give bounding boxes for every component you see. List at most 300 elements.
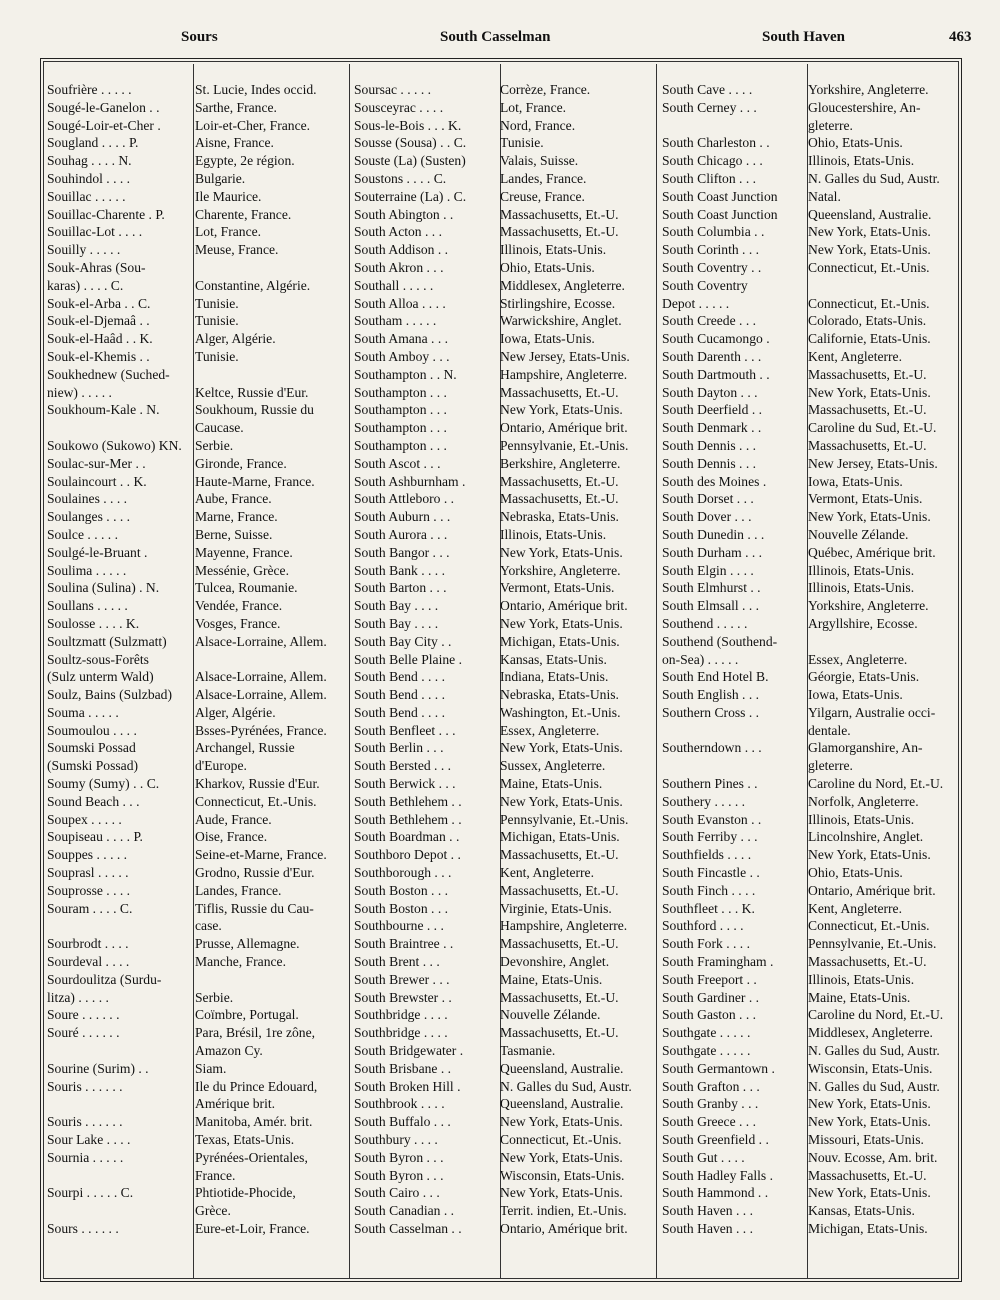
place-name: Soultz-sous-Forêts: [47, 651, 149, 667]
place-location: New Jersey, Etats-Unis.: [500, 348, 630, 364]
place-name: South Gaston . . .: [662, 1007, 757, 1023]
entry-row: [662, 330, 963, 348]
place-location: New York, Etats-Unis.: [500, 740, 623, 756]
entry-row: [47, 366, 345, 384]
place-name: Southam . . . . .: [354, 313, 437, 329]
entry-row: [354, 864, 655, 882]
entry-row: [47, 900, 345, 918]
place-name: Southerndown . . .: [662, 740, 762, 756]
entry-row: [354, 775, 655, 793]
entry-row: [662, 953, 963, 971]
entry-row: [662, 739, 963, 757]
place-location: Massachusetts, Et.-U.: [500, 847, 619, 863]
place-location: Connecticut, Et.-Unis.: [808, 295, 930, 311]
place-name: Southend (Southend-: [662, 633, 778, 649]
place-name: South Cave . . . .: [662, 82, 753, 97]
place-name: Souk-el-Haâd . . K.: [47, 331, 153, 347]
place-location: Maine, Etats-Unis.: [500, 971, 603, 987]
place-location: N. Galles du Sud, Austr.: [808, 170, 940, 186]
place-location: Middlesex, Angleterre.: [500, 277, 625, 293]
place-location: New York, Etats-Unis.: [500, 793, 623, 809]
entry-row: [662, 1060, 963, 1078]
entry-row: [662, 259, 963, 277]
place-location: Massachusetts, Et.-U.: [808, 1167, 927, 1183]
entry-row: [662, 704, 963, 722]
place-name: South Amboy . . .: [354, 348, 450, 364]
entry-row: [354, 277, 655, 295]
place-location: Massachusetts, Et.-U.: [808, 402, 927, 418]
place-location: Lot, France.: [195, 224, 262, 240]
place-location: Essex, Angleterre.: [500, 722, 600, 738]
entry-row: [47, 312, 345, 330]
place-name: South Freeport . .: [662, 971, 757, 987]
place-name: South Bethlehem . .: [354, 793, 462, 809]
place-name: South Boston . . .: [354, 882, 449, 898]
place-location: Corrèze, France.: [500, 82, 591, 97]
place-name: Soulz, Bains (Sulzbad): [47, 687, 172, 703]
place-location: Géorgie, Etats-Unis.: [808, 669, 920, 685]
place-name: South Ferriby . . .: [662, 829, 758, 845]
place-location: Massachusetts, Et.-U.: [500, 473, 619, 489]
entry-row: [662, 295, 963, 313]
place-name: South English . . .: [662, 687, 760, 703]
place-name: Soustons . . . . C.: [354, 170, 447, 186]
entry-row: [662, 99, 963, 117]
entry-row: [662, 989, 963, 1007]
place-location: Charente, France.: [195, 206, 292, 222]
place-name: South Dunedin . . .: [662, 526, 765, 542]
place-location: Pyrénées-Orientales,: [195, 1149, 308, 1165]
place-name: Southery . . . . .: [662, 793, 746, 809]
entry-row: [47, 811, 345, 829]
place-name: Southboro Depot . .: [354, 847, 461, 863]
place-name: Souk-el-Arba . . C.: [47, 295, 151, 311]
place-name: South Berwick . . .: [354, 776, 456, 792]
place-location: Mayenne, France.: [195, 544, 293, 560]
place-name: South Brisbane . .: [354, 1060, 452, 1076]
place-name: South Haven . . .: [662, 1221, 753, 1236]
entry-row: [47, 188, 345, 206]
entry-row: [662, 1167, 963, 1185]
entry-row: [47, 259, 345, 277]
place-name: South Charleston . .: [662, 135, 770, 151]
place-name: South Boston . . .: [354, 900, 449, 916]
entry-row: [662, 757, 963, 775]
place-name: South Hammond . .: [662, 1185, 769, 1201]
entry-row: [662, 793, 963, 811]
entry-row: [354, 615, 655, 633]
place-location: Massachusetts, Et.-U.: [808, 366, 927, 382]
place-name: South Darenth . . .: [662, 348, 762, 364]
place-location: Siam.: [195, 1060, 227, 1076]
place-name: Soulac-sur-Mer . .: [47, 455, 146, 471]
entry-row: [354, 419, 655, 437]
place-location: Illinois, Etats-Unis.: [808, 153, 915, 169]
place-name: South Coventry . .: [662, 259, 762, 275]
place-location: Kansas, Etats-Unis.: [500, 651, 607, 667]
place-name: [47, 1095, 189, 1113]
entry-row: [47, 828, 345, 846]
place-name: South Framingham .: [662, 954, 774, 970]
page-header: [0, 29, 1000, 51]
place-name: Soullans . . . . .: [47, 598, 128, 614]
entry-row: [47, 722, 345, 740]
place-location: Illinois, Etats-Unis.: [808, 562, 915, 578]
entry-row: [354, 811, 655, 829]
entry-row: [354, 917, 655, 935]
place-name: [47, 1167, 189, 1185]
place-name: Sougé-Loir-et-Cher .: [47, 117, 161, 133]
entry-row: [47, 206, 345, 224]
entry-row: [47, 668, 345, 686]
place-location: Caucase.: [195, 420, 244, 436]
entry-row: [354, 473, 655, 491]
entry-row: [662, 508, 963, 526]
place-name: Souré . . . . . .: [47, 1025, 120, 1041]
entry-row: [47, 864, 345, 882]
entry-row: [47, 348, 345, 366]
place-location: Amazon Cy.: [195, 1043, 263, 1059]
entry-row: [354, 1113, 655, 1131]
place-name: South Dartmouth . .: [662, 366, 770, 382]
place-name: [47, 1042, 189, 1060]
entry-row: [47, 686, 345, 704]
entry-row: [354, 1131, 655, 1149]
place-location: Norfolk, Angleterre.: [808, 793, 919, 809]
entry-row: [662, 455, 963, 473]
place-location: Stirlingshire, Ecosse.: [500, 295, 616, 311]
place-name: South Bend . . . .: [354, 669, 446, 685]
place-location: Nouvelle Zélande.: [808, 526, 909, 542]
entry-row: [47, 455, 345, 473]
entry-row: [354, 828, 655, 846]
entry-row: [47, 882, 345, 900]
place-name: Southbourne . . .: [354, 918, 444, 934]
place-location: Vermont, Etats-Unis.: [500, 580, 615, 596]
entry-row: [47, 989, 345, 1007]
place-name: South Coventry: [662, 277, 748, 293]
entry-row: [662, 1184, 963, 1202]
entry-row: [354, 651, 655, 669]
place-name: Soulima . . . . .: [47, 562, 127, 578]
place-location: Connecticut, Et.-Unis.: [195, 793, 317, 809]
place-location: Warwickshire, Anglet.: [500, 313, 622, 329]
header-last-entry: South Haven: [762, 29, 845, 45]
place-location: Alsace-Lorraine, Allem.: [195, 669, 327, 685]
place-name: Sougé-le-Ganelon . .: [47, 99, 160, 115]
place-name: Southfleet . . . K.: [662, 900, 755, 916]
entry-row: [662, 828, 963, 846]
entry-row: [354, 1024, 655, 1042]
entry-row: [47, 81, 345, 99]
entry-row: [47, 1167, 345, 1185]
entry-row: [354, 170, 655, 188]
entry-row: [354, 562, 655, 580]
place-name: niew) . . . . .: [47, 384, 112, 400]
entry-row: [47, 1006, 345, 1024]
place-location: Massachusetts, Et.-U.: [500, 989, 619, 1005]
place-name: South Broken Hill .: [354, 1078, 461, 1094]
place-location: Maine, Etats-Unis.: [808, 989, 911, 1005]
place-location: Alger, Algérie.: [195, 331, 276, 347]
entry-row: [354, 668, 655, 686]
place-location: Messénie, Grèce.: [195, 562, 289, 578]
entry-row: [47, 793, 345, 811]
entry-row: [354, 989, 655, 1007]
place-name: South Canadian . .: [354, 1203, 455, 1219]
place-name: Southall . . . . .: [354, 277, 434, 293]
place-name: Southgate . . . . .: [662, 1043, 751, 1059]
place-name: South Gut . . . .: [662, 1149, 745, 1165]
entry-row: [662, 935, 963, 953]
entry-row: [354, 686, 655, 704]
place-name: Soukhoum-Kale . N.: [47, 402, 160, 418]
entry-row: [47, 597, 345, 615]
entry-row: [354, 188, 655, 206]
place-location: Natal.: [808, 188, 841, 204]
entry-row: [662, 81, 963, 99]
place-name: South Acton . . .: [354, 224, 442, 240]
place-name: South Bethlehem . .: [354, 811, 462, 827]
place-name: Sound Beach . . .: [47, 793, 140, 809]
place-location: Gloucestershire, An-: [808, 99, 921, 115]
entry-row: [47, 1060, 345, 1078]
place-name: South Ascot . . .: [354, 455, 441, 471]
place-name: South Hadley Falls .: [662, 1167, 774, 1183]
place-name: South Greece . . .: [662, 1114, 756, 1130]
entry-row: [47, 490, 345, 508]
place-name: South Berlin . . .: [354, 740, 444, 756]
place-name: South Attleboro . .: [354, 491, 455, 507]
entry-row: [662, 1006, 963, 1024]
entry-row: [47, 562, 345, 580]
place-name: on-Sea) . . . . .: [662, 651, 739, 667]
place-name: Sourine (Surim) . .: [47, 1060, 149, 1076]
place-name: Souhag . . . . N.: [47, 153, 132, 169]
gazetteer-column-3: [662, 81, 963, 1238]
place-location: N. Galles du Sud, Austr.: [500, 1078, 632, 1094]
place-name: South Denmark . .: [662, 420, 762, 436]
place-location: New York, Etats-Unis.: [808, 847, 931, 863]
place-name: Soupex . . . . .: [47, 811, 122, 827]
entry-row: [662, 668, 963, 686]
place-name: Souppes . . . . .: [47, 847, 128, 863]
place-location: Kent, Angleterre.: [808, 900, 902, 916]
place-name: South Germantown .: [662, 1060, 775, 1076]
place-name: Southbrook . . . .: [354, 1096, 445, 1112]
place-location: Massachusetts, Et.-U.: [808, 954, 927, 970]
entry-row: [47, 704, 345, 722]
place-location: [189, 366, 345, 384]
entry-row: [354, 384, 655, 402]
place-name: South Bersted . . .: [354, 758, 452, 774]
entry-row: [47, 633, 345, 651]
place-location: Creuse, France.: [500, 188, 585, 204]
place-name: South Elmhurst . .: [662, 580, 761, 596]
entry-row: [354, 971, 655, 989]
place-location: Keltce, Russie d'Eur.: [195, 384, 309, 400]
place-location: Gironde, France.: [195, 455, 287, 471]
place-location: Massachusetts, Et.-U.: [500, 936, 619, 952]
place-name: Soulanges . . . .: [47, 509, 131, 525]
place-location: Illinois, Etats-Unis.: [500, 242, 607, 258]
place-name: Depot . . . . .: [662, 295, 730, 311]
place-location: France.: [195, 1167, 236, 1183]
place-name: South Fincastle . .: [662, 865, 760, 881]
place-name: South Haven . . .: [662, 1203, 753, 1219]
place-location: Kansas, Etats-Unis.: [808, 1203, 915, 1219]
place-location: Aisne, France.: [195, 135, 274, 151]
place-name: Southern Pines . .: [662, 776, 758, 792]
place-location: Pennsylvanie, Et.-Unis.: [500, 811, 629, 827]
place-location: Nouv. Ecosse, Am. brit.: [808, 1149, 938, 1165]
entry-row: [47, 953, 345, 971]
place-location: dentale.: [808, 722, 851, 738]
entry-row: [47, 935, 345, 953]
entry-row: [47, 330, 345, 348]
place-location: Queensland, Australie.: [500, 1096, 624, 1112]
place-location: Texas, Etats-Unis.: [195, 1132, 295, 1148]
place-name: South Benfleet . . .: [354, 722, 456, 738]
place-name: South Creede . . .: [662, 313, 757, 329]
place-name: Soumski Possad: [47, 740, 136, 756]
entry-row: [47, 99, 345, 117]
entry-row: [47, 277, 345, 295]
place-location: Coïmbre, Portugal.: [195, 1007, 299, 1023]
entry-row: [354, 1167, 655, 1185]
place-location: Missouri, Etats-Unis.: [808, 1132, 924, 1148]
place-location: gleterre.: [808, 758, 853, 774]
place-name: South Finch . . . .: [662, 882, 756, 898]
place-location: Yorkshire, Angleterre.: [500, 562, 621, 578]
entry-row: [662, 562, 963, 580]
entry-row: [662, 597, 963, 615]
place-name: Soulce . . . . .: [47, 526, 118, 542]
place-location: New York, Etats-Unis.: [500, 1149, 623, 1165]
place-name: Souk-el-Khemis . .: [47, 348, 150, 364]
place-location: Tunisie.: [195, 295, 239, 311]
entry-row: [47, 775, 345, 793]
place-location: Ontario, Amérique brit.: [500, 598, 628, 614]
column-divider: [656, 64, 657, 1278]
place-name: South Bridgewater .: [354, 1043, 464, 1059]
entry-row: [354, 1095, 655, 1113]
place-location: Alger, Algérie.: [195, 704, 276, 720]
place-name: South Greenfield . .: [662, 1132, 769, 1148]
place-name: Souk-Ahras (Sou-: [47, 259, 146, 275]
place-location: New York, Etats-Unis.: [808, 242, 931, 258]
place-name: South Auburn . . .: [354, 509, 451, 525]
entry-row: [47, 473, 345, 491]
place-location: Para, Brésil, 1re zône,: [195, 1025, 316, 1041]
entry-row: [354, 99, 655, 117]
entry-row: [354, 722, 655, 740]
place-name: South Casselman . .: [354, 1221, 462, 1236]
place-location: Maine, Etats-Unis.: [500, 776, 603, 792]
place-name: Sousse (Sousa) . . C.: [354, 135, 467, 151]
place-name: South Durham . . .: [662, 544, 763, 560]
entry-row: [47, 1095, 345, 1113]
place-location: Tiflis, Russie du Cau-: [195, 900, 314, 916]
entry-row: [47, 241, 345, 259]
place-name: South Chicago . . .: [662, 153, 763, 169]
place-name: Southend . . . . .: [662, 615, 748, 631]
place-name: South Byron . . .: [354, 1167, 444, 1183]
place-location: Serbie.: [195, 989, 234, 1005]
entry-row: [47, 544, 345, 562]
place-name: Southborough . . .: [354, 865, 452, 881]
place-location: Iowa, Etats-Unis.: [808, 687, 903, 703]
place-location: Ohio, Etats-Unis.: [500, 259, 595, 275]
place-location: Essex, Angleterre.: [808, 651, 908, 667]
place-location: Ontario, Amérique brit.: [808, 882, 936, 898]
entry-row: [47, 651, 345, 669]
entry-row: [47, 437, 345, 455]
entry-row: [47, 1113, 345, 1131]
place-name: Sournia . . . . .: [47, 1149, 124, 1165]
entry-row: [354, 953, 655, 971]
place-location: Nord, France.: [500, 117, 576, 133]
place-location: Constantine, Algérie.: [195, 277, 311, 293]
entry-row: [662, 846, 963, 864]
entry-row: [47, 739, 345, 757]
entry-row: [662, 1113, 963, 1131]
place-name: South Elmsall . . .: [662, 598, 760, 614]
entry-row: [354, 1202, 655, 1220]
place-location: Grèce.: [195, 1203, 231, 1219]
place-name: Souris . . . . . .: [47, 1114, 123, 1130]
place-name: South Bangor . . .: [354, 544, 450, 560]
place-location: Yorkshire, Angleterre.: [808, 598, 929, 614]
place-name: Southern Cross . .: [662, 704, 760, 720]
place-location: Marne, France.: [195, 509, 278, 525]
place-location: New Jersey, Etats-Unis.: [808, 455, 938, 471]
entry-row: [662, 811, 963, 829]
place-location: Vermont, Etats-Unis.: [808, 491, 923, 507]
entry-row: [354, 1184, 655, 1202]
entry-row: [662, 1220, 963, 1238]
place-name: Sourdeval . . . .: [47, 954, 130, 970]
place-location: Vendée, France.: [195, 598, 283, 614]
place-location: New York, Etats-Unis.: [808, 1096, 931, 1112]
place-name: (Sumski Possad): [47, 758, 139, 774]
place-name: Soure . . . . . .: [47, 1007, 120, 1023]
entry-row: [354, 1220, 655, 1238]
entry-row: [354, 579, 655, 597]
place-name: South Buffalo . . .: [354, 1114, 451, 1130]
place-location: Queensland, Australie.: [500, 1060, 624, 1076]
place-name: Souram . . . . C.: [47, 900, 133, 916]
entry-row: [662, 134, 963, 152]
place-name: South Bend . . . .: [354, 687, 446, 703]
place-location: Hampshire, Angleterre.: [500, 366, 628, 382]
place-name: Sour Lake . . . .: [47, 1132, 131, 1148]
place-location: Phtiotide-Phocide,: [195, 1185, 296, 1201]
entry-row: [354, 846, 655, 864]
place-name: [47, 917, 189, 935]
entry-row: [662, 312, 963, 330]
place-location: Loir-et-Cher, France.: [195, 117, 311, 133]
place-location: Pennsylvanie, Et.-Unis.: [808, 936, 937, 952]
place-name: South Addison . .: [354, 242, 449, 258]
place-location: Sussex, Angleterre.: [500, 758, 606, 774]
entry-row: [662, 971, 963, 989]
entry-row: [662, 917, 963, 935]
place-location: New York, Etats-Unis.: [500, 615, 623, 631]
entry-row: [47, 615, 345, 633]
entry-row: [47, 1184, 345, 1202]
entry-row: [47, 526, 345, 544]
